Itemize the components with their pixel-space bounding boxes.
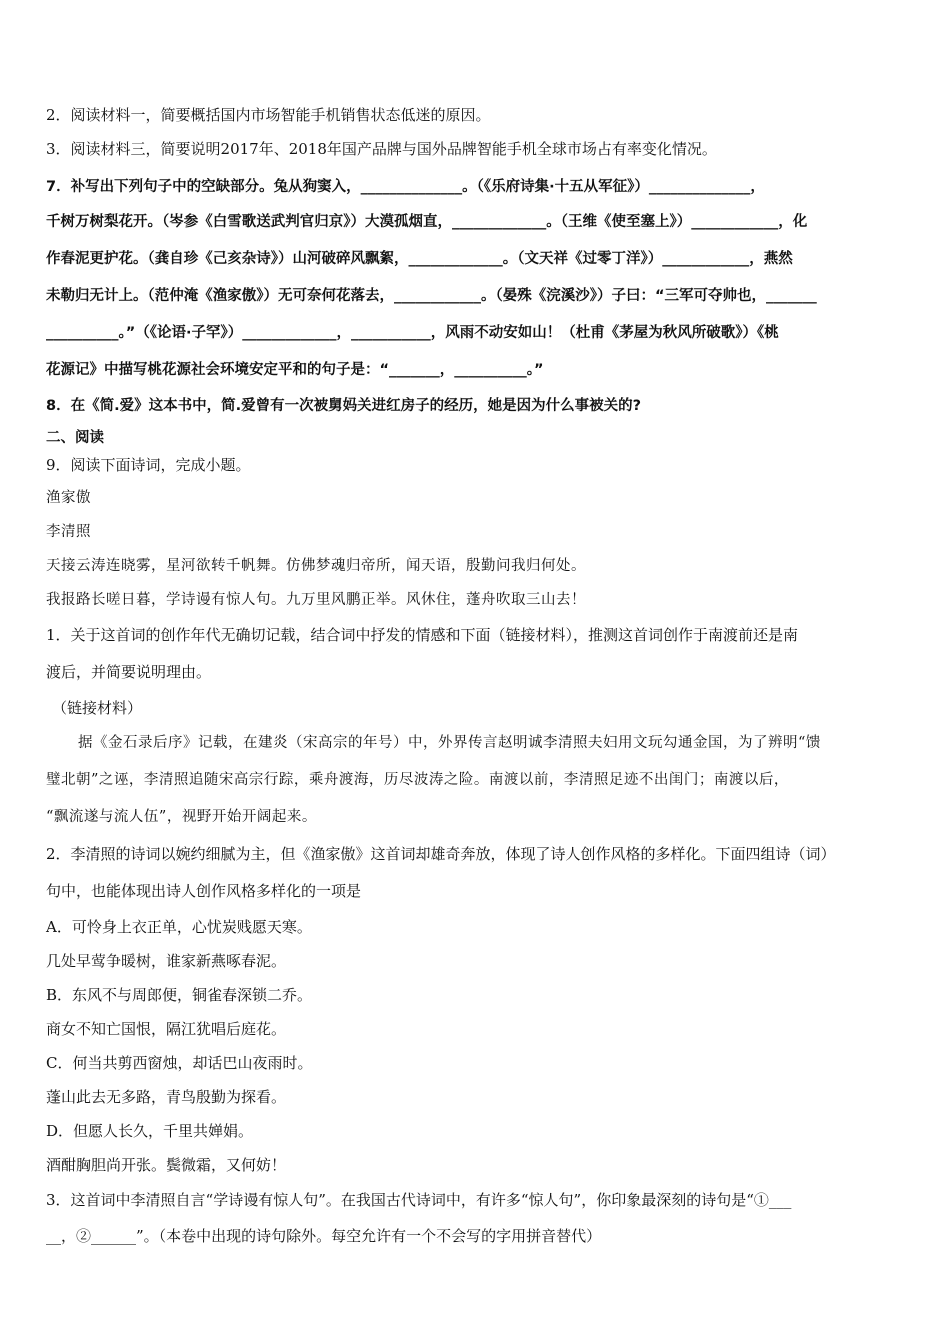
question-2-material-1: 2．阅读材料一，简要概括国内市场智能手机销售状态低迷的原因。 bbox=[46, 106, 491, 124]
sub-question-1-line: 渡后，并简要说明理由。 bbox=[46, 663, 212, 681]
sub-question-1-line: 1．关于这首词的创作年代无确切记载，结合词中抒发的情感和下面（链接材料），推测这首词创作于南渡前还是南 bbox=[46, 626, 799, 644]
question-7 bbox=[46, 170, 908, 389]
option-d-line-2: 酒酣胸胆尚开张。鬓微霜，又何妨！ bbox=[46, 1156, 287, 1174]
option-c: C．何当共剪西窗烛，却话巴山夜雨时。 bbox=[46, 1054, 313, 1072]
link-material-line: 据《金石录后序》记载，在建炎（宋高宗的年号）中，外界传言赵明诚李清照夫妇用文玩勾通金国，为了辨明“馈 bbox=[78, 735, 821, 751]
sub-question-2 bbox=[46, 836, 908, 910]
sub-question-3 bbox=[46, 1182, 908, 1254]
question-8: 8．在《简.爱》这本书中，简.爱曾有一次被舅妈关进红房子的经历，她是因为什么事被关的? bbox=[46, 398, 642, 414]
sub-question-3-line: __，②______”。（本卷中出现的诗句除外。每空允许有一个不会写的字用拼音替代） bbox=[46, 1227, 602, 1245]
link-material-label: （链接材料） bbox=[52, 699, 143, 717]
option-b: B．东风不与周郎便，铜雀春深锁二乔。 bbox=[46, 986, 313, 1004]
question-7-line: __________。”（《论语·子罕》）_____________，___________，风雨不动安如山！（杜甫《茅屋为秋风所破歌》）《桃 bbox=[46, 325, 779, 341]
link-material bbox=[46, 725, 908, 836]
poem-title: 渔家傲 bbox=[46, 490, 91, 506]
section-title: 二、阅读 bbox=[46, 430, 104, 446]
question-7-line: 未勒归无计上。（范仲淹《渔家傲》）无可奈何花落去，____________。（晏殊《浣溪沙》）子曰：“三军可夺帅也，_______ bbox=[46, 288, 817, 304]
option-c-line-2: 蓬山此去无多路，青鸟殷勤为探看。 bbox=[46, 1088, 287, 1106]
question-7-line: 花源记》中描写桃花源社会环境安定平和的句子是：“_______，__________。” bbox=[46, 362, 544, 378]
sub-question-2-line: 句中，也能体现出诗人创作风格多样化的一项是 bbox=[46, 882, 362, 900]
poem-author: 李清照 bbox=[46, 524, 91, 540]
link-material-line: “飘流遂与流人伍”，视野开始开阔起来。 bbox=[46, 809, 317, 825]
question-7-line: 7．补写出下列句子中的空缺部分。兔从狗窦入，______________。（《乐府诗集·十五从军征》）______________， bbox=[46, 179, 765, 195]
poem-line: 天接云涛连晓雾，星河欲转千帆舞。仿佛梦魂归帝所，闻天语，殷勤问我归何处。 bbox=[46, 558, 586, 574]
option-a-line-2: 几处早莺争暖树，谁家新燕啄春泥。 bbox=[46, 952, 287, 970]
poem-line: 我报路长嗟日暮，学诗谩有惊人句。九万里风鹏正举。风休住，蓬舟吹取三山去！ bbox=[46, 592, 586, 608]
option-a: A．可怜身上衣正单，心忧炭贱愿天寒。 bbox=[46, 918, 312, 936]
link-material-line: 璧北朝”之诬，李清照追随宋高宗行踪，乘舟渡海，历尽波涛之险。南渡以前，李清照足迹不出闺门；南渡以后， bbox=[46, 772, 789, 788]
sub-question-3-line: 3．这首词中李清照自言“学诗谩有惊人句”。在我国古代诗词中，有许多“惊人句”，你印象最深刻的诗句是“①___ bbox=[46, 1191, 792, 1209]
question-9-intro: 9．阅读下面诗词，完成小题。 bbox=[46, 456, 251, 474]
option-d: D．但愿人长久，千里共婵娟。 bbox=[46, 1122, 254, 1140]
question-7-line: 千树万树梨花开。（岑参《白雪歌送武判官归京》）大漠孤烟直，_____________。（王维《使至塞上》）____________，化 bbox=[46, 214, 808, 230]
option-b-line-2: 商女不知亡国恨，隔江犹唱后庭花。 bbox=[46, 1020, 287, 1038]
poem bbox=[46, 481, 908, 617]
question-7-line: 作春泥更护花。（龚自珍《己亥杂诗》）山河破碎风飘絮，_____________。（文天祥《过零丁洋》）____________，燕然 bbox=[46, 251, 793, 267]
options bbox=[46, 910, 908, 1182]
sub-question-1 bbox=[46, 617, 908, 691]
sub-question-2-line: 2．李清照的诗词以婉约细腻为主，但《渔家傲》这首词却雄奇奔放，体现了诗人创作风格的多样化。下面四组诗（词） bbox=[46, 845, 836, 863]
question-3-material-3: 3．阅读材料三，简要说明2017年、2018年国产品牌与国外品牌智能手机全球市场占有率变化情况。 bbox=[46, 140, 717, 158]
document-page bbox=[46, 98, 908, 1254]
